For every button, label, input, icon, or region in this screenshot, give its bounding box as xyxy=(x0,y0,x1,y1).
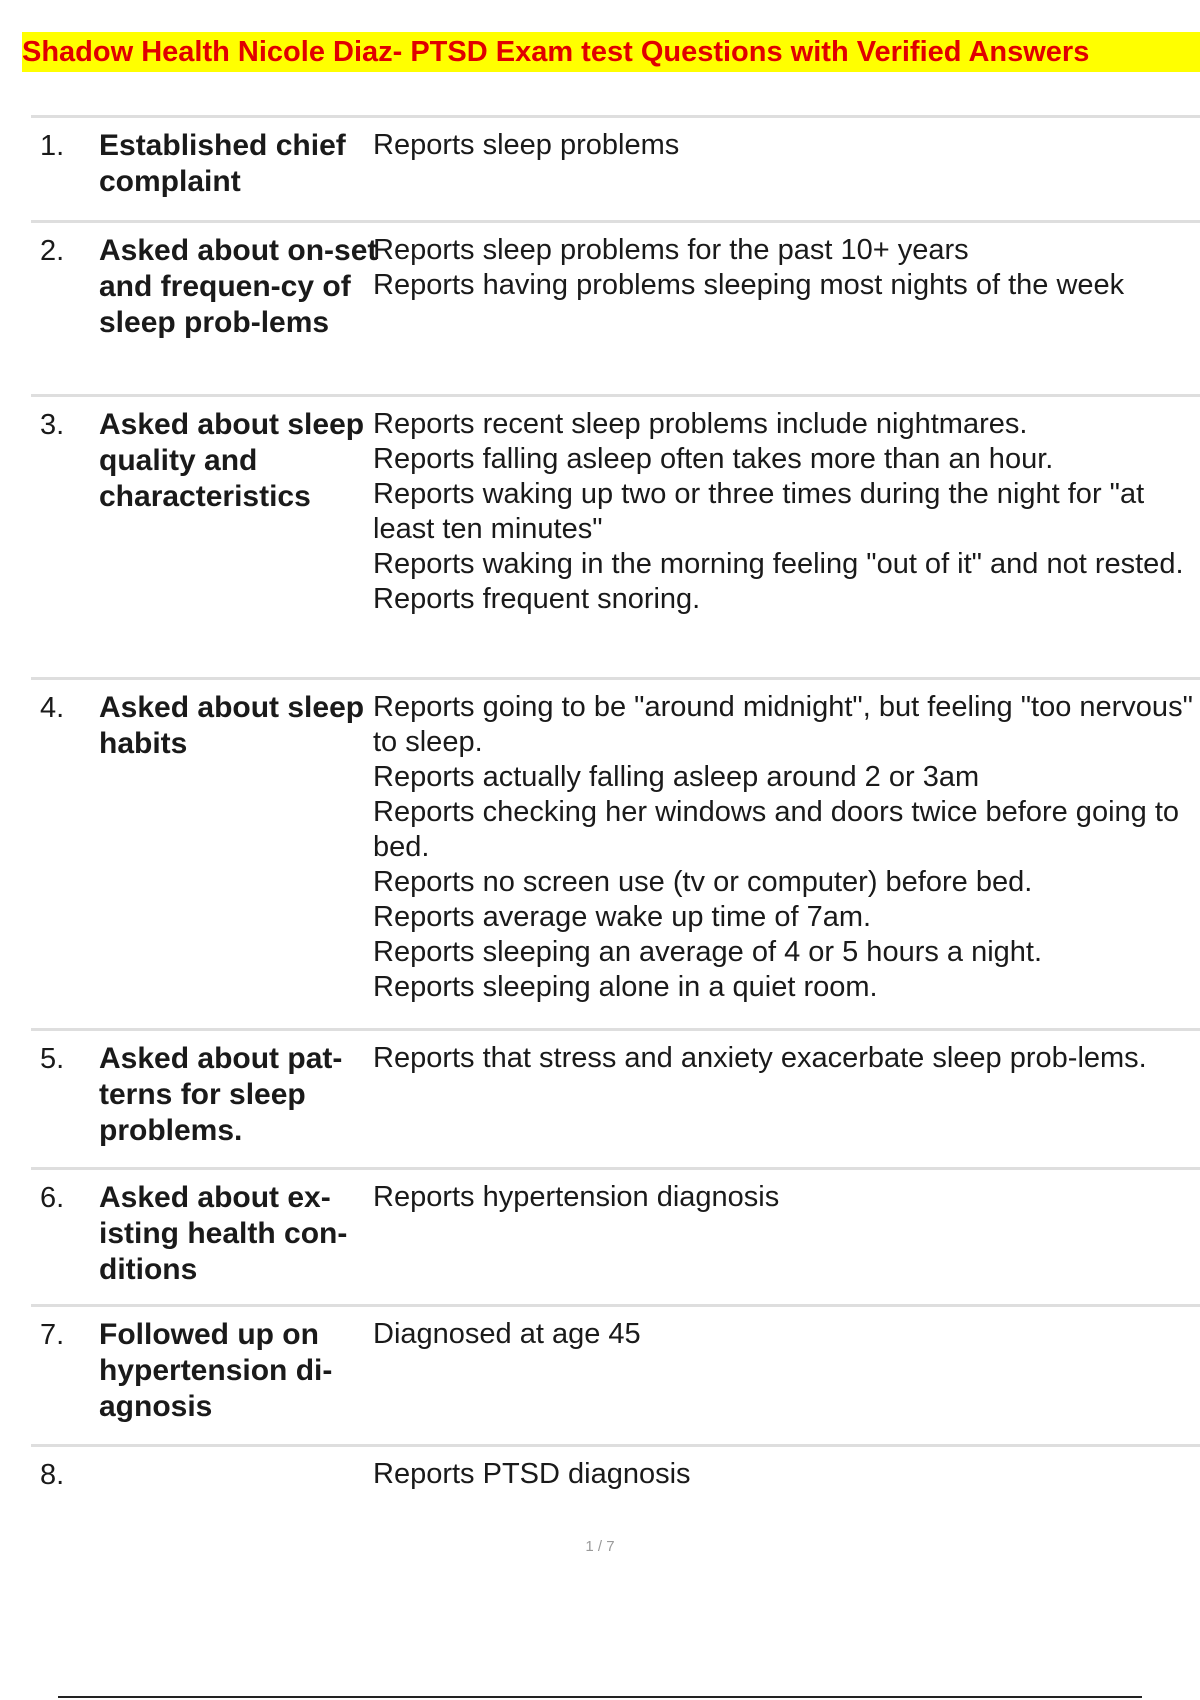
qa-row xyxy=(31,220,1200,394)
answer-block xyxy=(373,407,1200,617)
answer-block xyxy=(373,690,1200,1005)
answer-line: Reports hypertension diagnosis xyxy=(373,1181,780,1213)
answer-block xyxy=(373,1180,1200,1215)
row-number: 4. xyxy=(40,692,65,724)
qa-row xyxy=(31,1304,1200,1444)
answer-line: Reports checking her windows and doors twice before going to bed. xyxy=(373,796,1180,863)
question-text: Asked about sleep quality and characteristics xyxy=(99,408,365,513)
qa-row xyxy=(31,1444,1200,1514)
row-number: 8. xyxy=(40,1459,65,1491)
answer-line: Reports frequent snoring. xyxy=(373,583,701,615)
qa-row xyxy=(31,394,1200,677)
qa-row xyxy=(31,677,1200,1028)
answer-line: Diagnosed at age 45 xyxy=(373,1318,641,1350)
answer-block xyxy=(373,1317,1200,1352)
answer-line: Reports having problems sleeping most nights of the week xyxy=(373,269,1125,301)
row-number: 7. xyxy=(40,1319,65,1351)
answer-line: Reports waking up two or three times during the night for "at least ten minutes" xyxy=(373,478,1145,545)
answer-line: Reports no screen use (tv or computer) before bed. xyxy=(373,866,1033,898)
qa-row xyxy=(31,1028,1200,1167)
answer-line: Reports waking in the morning feeling "out of it" and not rested. xyxy=(373,548,1184,580)
answer-line: Reports PTSD diagnosis xyxy=(373,1458,691,1490)
question-text: Asked about sleep habits xyxy=(99,691,365,760)
page-number: 1 / 7 xyxy=(585,1538,615,1555)
row-number: 2. xyxy=(40,235,65,267)
answer-block xyxy=(373,1041,1200,1076)
answer-block xyxy=(373,128,1200,163)
qa-row xyxy=(31,115,1200,220)
qa-table xyxy=(31,115,1200,1514)
answer-line: Reports going to be "around midnight", but feeling "too nervous" to sleep. xyxy=(373,691,1193,758)
answer-line: Reports actually falling asleep around 2 or 3am xyxy=(373,761,980,793)
question-text: Asked about ex-isting health con-ditions xyxy=(99,1181,348,1286)
answer-line: Reports that stress and anxiety exacerbate sleep prob-lems. xyxy=(373,1042,1147,1074)
document-title: Shadow Health Nicole Diaz- PTSD Exam test Questions with Verified Answers xyxy=(22,32,1200,72)
row-number: 5. xyxy=(40,1043,65,1075)
footer-divider xyxy=(58,1696,1142,1698)
answer-line: Reports sleeping an average of 4 or 5 hours a night. xyxy=(373,936,1043,968)
answer-block xyxy=(373,233,1200,303)
answer-line: Reports falling asleep often takes more than an hour. xyxy=(373,443,1054,475)
question-text: Asked about on-set and frequen-cy of sleep prob-lems xyxy=(99,234,378,339)
row-number: 3. xyxy=(40,409,65,441)
question-text: Followed up on hypertension di-agnosis xyxy=(99,1318,333,1423)
row-number: 6. xyxy=(40,1182,65,1214)
answer-line: Reports sleeping alone in a quiet room. xyxy=(373,971,878,1003)
question-text: Asked about pat-terns for sleep problems. xyxy=(99,1042,343,1147)
row-number: 1. xyxy=(40,130,65,162)
answer-line: Reports sleep problems xyxy=(373,129,680,161)
answer-line: Reports average wake up time of 7am. xyxy=(373,901,872,933)
answer-block xyxy=(373,1457,1200,1492)
question-text: Established chief complaint xyxy=(99,129,346,198)
answer-line: Reports sleep problems for the past 10+ years xyxy=(373,234,969,266)
qa-row xyxy=(31,1167,1200,1304)
answer-line: Reports recent sleep problems include nightmares. xyxy=(373,408,1028,440)
